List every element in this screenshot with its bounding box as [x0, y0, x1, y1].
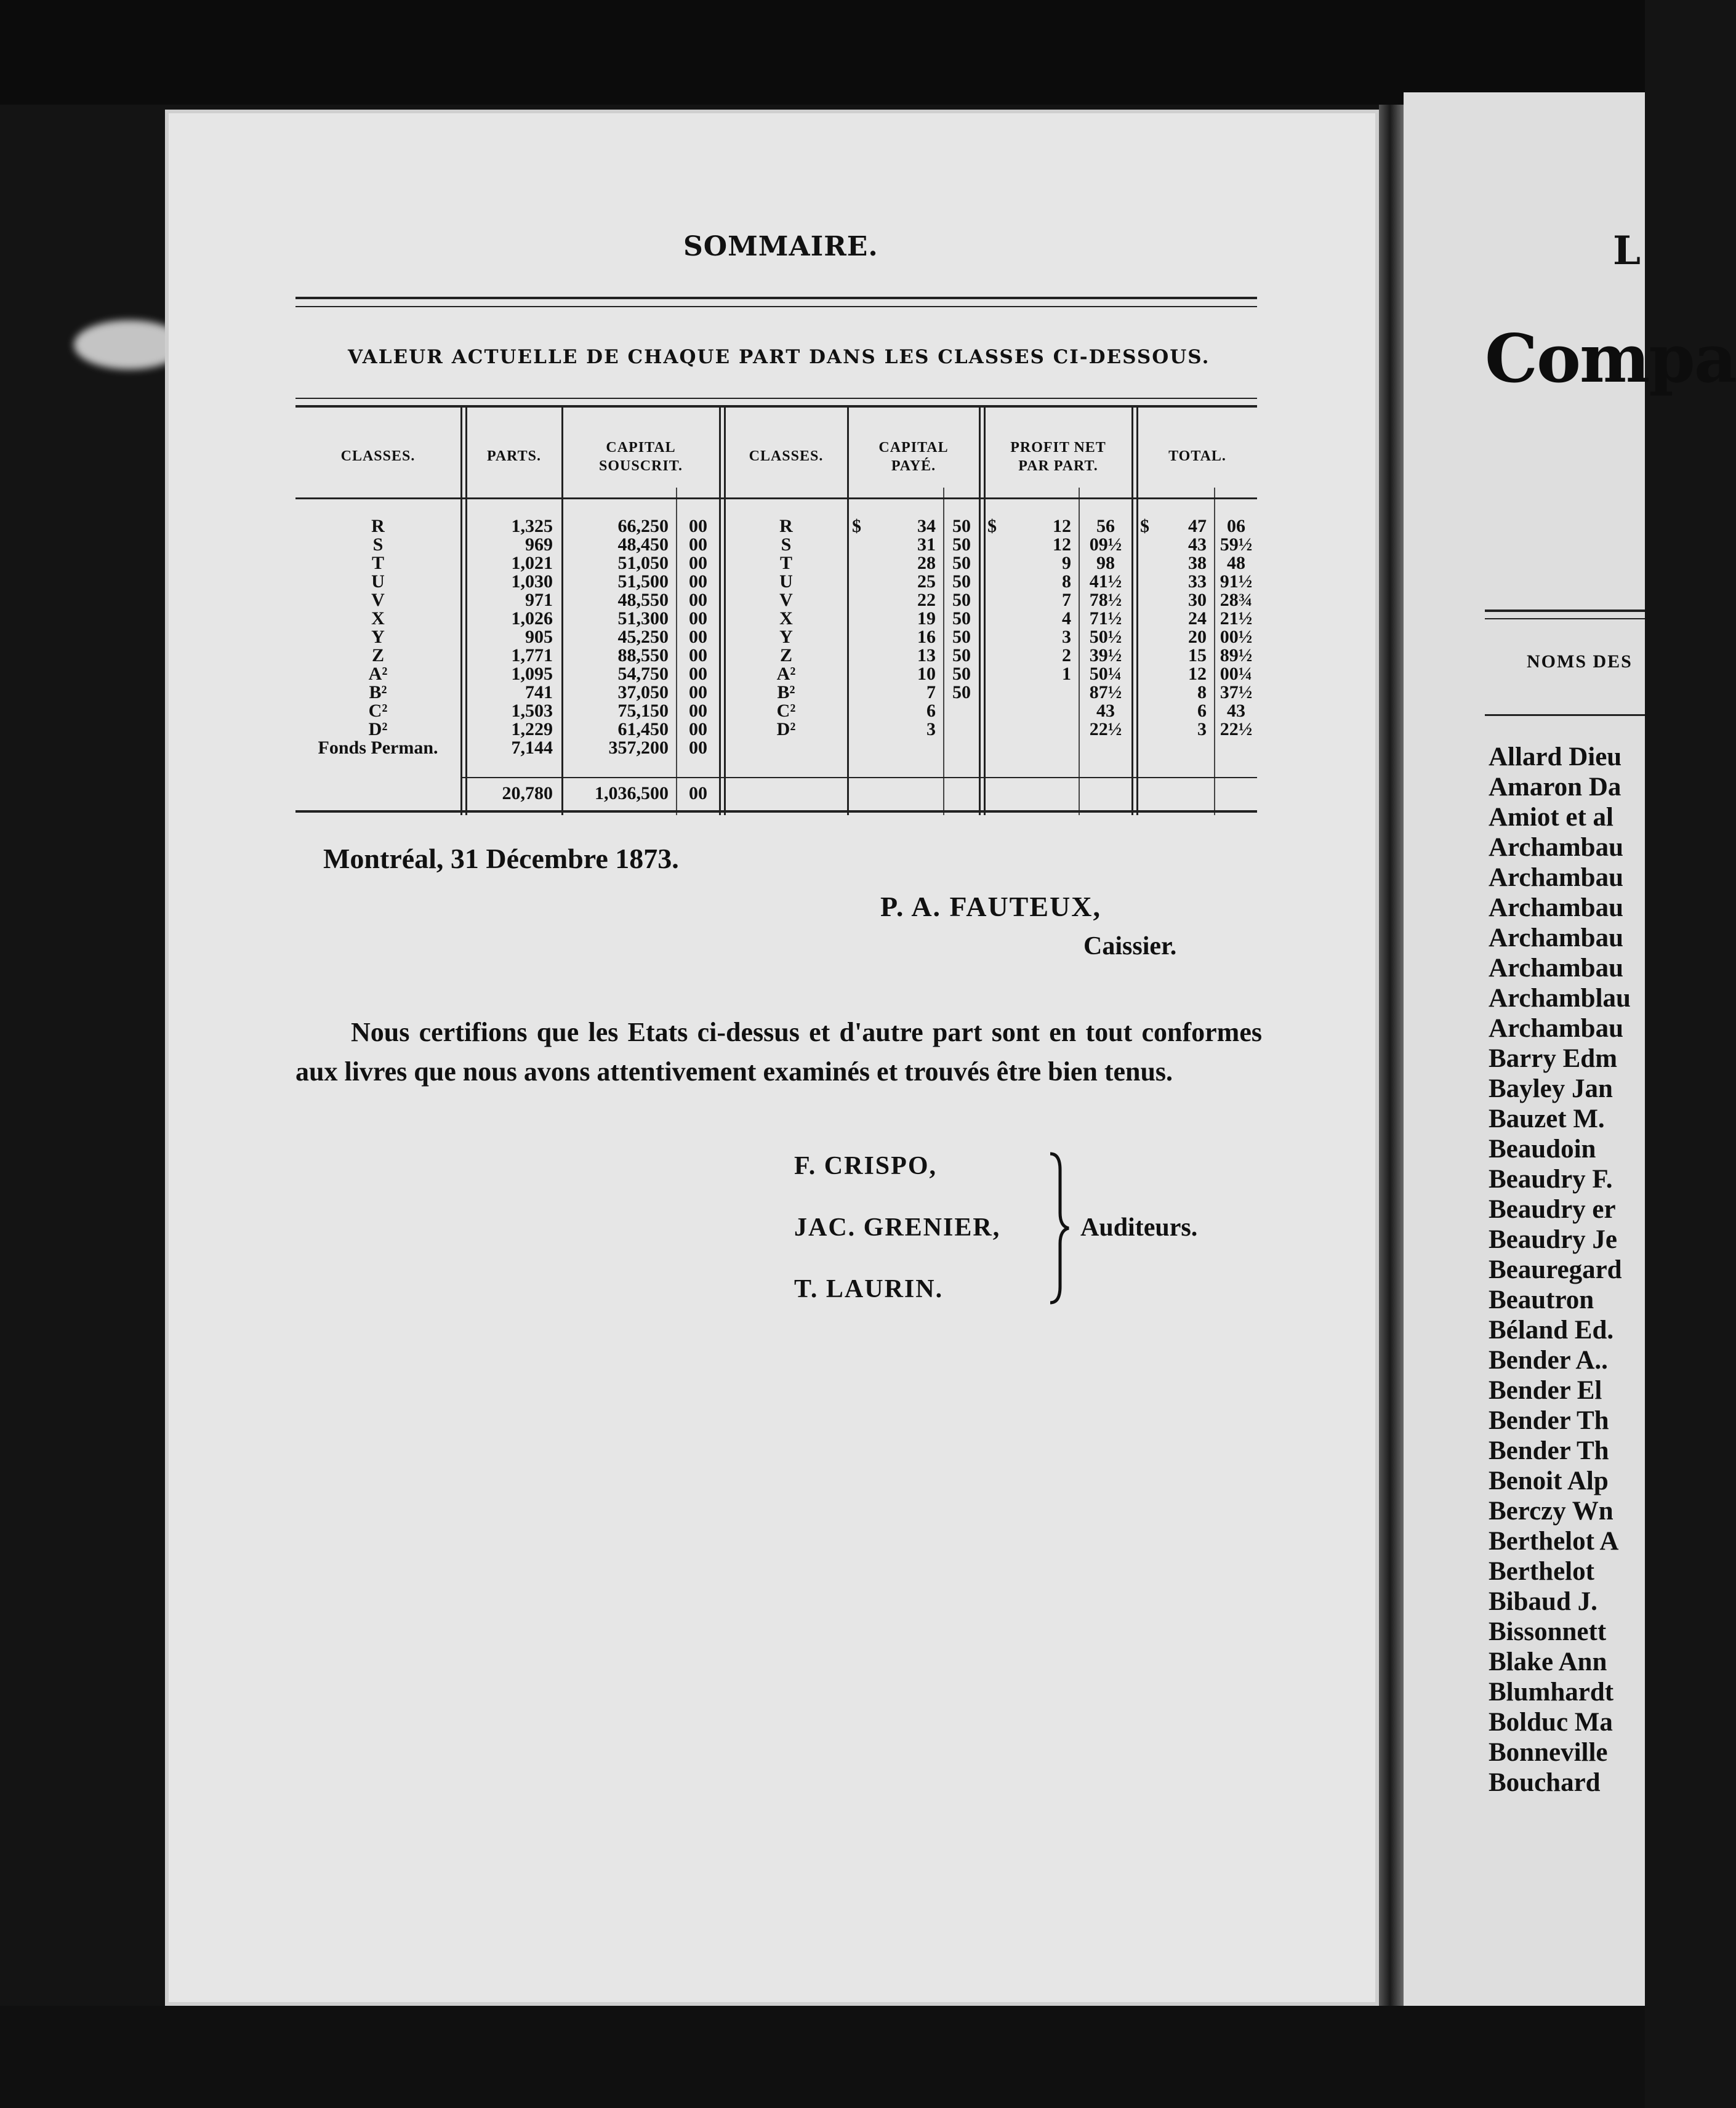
column-capital-souscrit — [563, 517, 669, 757]
table-cell: 357,200 — [608, 738, 669, 758]
table-cell: 1,503 — [511, 701, 553, 721]
table-cell: 00 — [689, 516, 707, 536]
table-cell: 1,021 — [511, 553, 553, 573]
table-cell: 87½ — [1089, 682, 1122, 702]
table-cell: 50 — [952, 608, 971, 629]
table-cell: 22½ — [1089, 719, 1122, 739]
table-cell: Bissonnett — [1489, 1617, 1607, 1646]
table-cell: 24 — [1188, 608, 1207, 629]
table-cell: 13 — [917, 645, 936, 666]
header-classes: CLASSES. — [340, 448, 416, 464]
table-cell: Bayley Jan — [1489, 1074, 1613, 1103]
auditor-name: JAC. GRENIER, — [794, 1213, 1001, 1242]
table-cell: 00 — [689, 534, 707, 555]
table-divider — [460, 408, 462, 815]
table-cell — [997, 702, 1071, 720]
table-cell: 00 — [689, 590, 707, 610]
table-cell: 15 — [1188, 645, 1207, 666]
table-cell — [997, 683, 1071, 702]
column-total — [1145, 517, 1207, 739]
table-cell: 00¼ — [1220, 664, 1253, 684]
table-cell: 4 — [1062, 608, 1071, 629]
table-cell: 00 — [689, 701, 707, 721]
table-cell: Beauregard — [1489, 1255, 1622, 1284]
table-cell: 43 — [1188, 534, 1207, 555]
signer-title: Caissier. — [1083, 932, 1177, 960]
table-cell: S — [781, 534, 792, 555]
table-cell: Fonds Perman. — [318, 738, 438, 758]
table-cell: U — [779, 571, 793, 592]
table-cell: Archambau — [1489, 954, 1624, 983]
certification-text: Nous certifions que les Etats ci-dessus et d'autre part sont en tout conformes aux livres que nous avons attentivement examinés et trouvés être bien tenus. — [295, 1017, 1262, 1087]
table-cell: B² — [369, 682, 387, 702]
table-cell: 50 — [952, 590, 971, 610]
table-cell: 33 — [1188, 571, 1207, 592]
summary-table — [295, 408, 1257, 815]
table-cell: 22½ — [1220, 719, 1253, 739]
table-cell: 12 — [1053, 516, 1071, 536]
table-cell: 51,300 — [617, 608, 669, 629]
table-cell: 20 — [1188, 627, 1207, 647]
table-cell: 10 — [917, 664, 936, 684]
table-cell: 50 — [952, 664, 971, 684]
right-page-column-header: NOMS DES — [1527, 651, 1633, 672]
table-cell: C² — [368, 701, 388, 721]
table-cell: 66,250 — [617, 516, 669, 536]
page-gutter — [1379, 105, 1404, 2013]
table-cell: 1,771 — [511, 645, 553, 666]
place-date: Montréal, 31 Décembre 1873. — [323, 843, 679, 874]
table-cell: 00 — [689, 738, 707, 758]
table-cell: 91½ — [1220, 571, 1253, 592]
rule — [1485, 609, 1645, 612]
table-cell: X — [371, 608, 385, 629]
table-cell — [997, 720, 1071, 739]
table-cell: 39½ — [1089, 645, 1122, 666]
header-total: TOTAL. — [1168, 448, 1226, 464]
table-cell: 19 — [917, 608, 936, 629]
table-cell: 75,150 — [617, 701, 669, 721]
page-title: SOMMAIRE. — [683, 231, 878, 262]
table-cell: Y — [779, 627, 793, 647]
table-cell: T — [779, 553, 792, 573]
table-cell: 00 — [689, 682, 707, 702]
column-total-cents — [1215, 517, 1257, 739]
table-cell: R — [371, 516, 385, 536]
table-cell: Bender A.. — [1489, 1346, 1608, 1375]
table-cell: 88,550 — [617, 645, 669, 666]
table-cell: Barry Edm — [1489, 1044, 1618, 1073]
auditor-name: T. LAURIN. — [794, 1275, 944, 1303]
table-cell: 50 — [952, 645, 971, 666]
header-rule — [295, 497, 1257, 499]
rule — [295, 306, 1257, 307]
table-cell: 12 — [1188, 664, 1207, 684]
table-cell — [944, 702, 979, 720]
table-cell: 37½ — [1220, 682, 1253, 702]
table-cell: 1,030 — [511, 571, 553, 592]
column-parts — [467, 517, 553, 757]
table-cell: Archambau — [1489, 893, 1624, 922]
table-cell: 28 — [917, 553, 936, 573]
table-cell: 6 — [1197, 701, 1207, 721]
table-cell: 06 — [1227, 516, 1245, 536]
total-cents: 00 — [689, 783, 707, 803]
table-cell: 00½ — [1220, 627, 1253, 647]
dollar-sign: $ — [987, 516, 997, 536]
table-cell: 28¾ — [1220, 590, 1253, 610]
table-cell: 50 — [952, 516, 971, 536]
table-cell: Bauzet M. — [1489, 1104, 1605, 1133]
table-cell: 00 — [689, 608, 707, 629]
table-cell: 71½ — [1089, 608, 1122, 629]
table-cell: 22 — [917, 590, 936, 610]
right-page-header-letter: L — [1613, 228, 1641, 274]
table-cell: 50 — [952, 534, 971, 555]
table-cell: Bender Th — [1489, 1436, 1609, 1465]
total-capital-souscrit: 1,036,500 — [595, 783, 669, 803]
table-cell: 48,550 — [617, 590, 669, 610]
table-cell: Amiot et al — [1489, 803, 1613, 832]
table-cell: 50 — [952, 553, 971, 573]
table-title: VALEUR ACTUELLE DE CHAQUE PART DANS LES CLASSES CI-DESSOUS. — [348, 346, 1210, 368]
table-cell: Blumhardt — [1489, 1678, 1614, 1707]
table-cell: D² — [368, 719, 388, 739]
table-divider — [979, 408, 981, 815]
table-cell: 34 — [917, 516, 936, 536]
table-cell: Benoit Alp — [1489, 1466, 1609, 1495]
column-profit — [997, 517, 1071, 739]
table-cell: 56 — [1096, 516, 1115, 536]
table-cell: 2 — [1062, 645, 1071, 666]
table-cell: 741 — [525, 682, 553, 702]
table-divider — [1131, 408, 1133, 815]
table-cell: 09½ — [1089, 534, 1122, 555]
column-capital-paye-cents — [944, 517, 979, 739]
dollar-sign: $ — [852, 516, 861, 536]
table-cell: 1,229 — [511, 719, 553, 739]
table-cell: Blake Ann — [1489, 1647, 1607, 1676]
table-cell: 6 — [926, 701, 936, 721]
table-cell: Archambau — [1489, 1014, 1624, 1043]
table-cell: Beaudry F. — [1489, 1165, 1613, 1194]
table-cell: Archamblau — [1489, 984, 1631, 1013]
table-divider — [719, 408, 721, 815]
table-cell: Beautron — [1489, 1285, 1594, 1314]
table-cell: 1,026 — [511, 608, 553, 629]
table-cell: Bonneville — [1489, 1738, 1608, 1767]
column-classes-2 — [725, 517, 847, 739]
table-cell: Beaudoin — [1489, 1135, 1596, 1164]
table-cell: 50½ — [1089, 627, 1122, 647]
table-cell: 37,050 — [617, 682, 669, 702]
auditor-name: F. CRISPO, — [794, 1152, 937, 1180]
table-cell: Archambau — [1489, 863, 1624, 892]
table-cell: 48 — [1227, 553, 1245, 573]
column-profit-cents — [1080, 517, 1131, 739]
table-cell: Berthelot A — [1489, 1527, 1619, 1556]
header-profit: PROFIT NET PAR PART. — [1010, 440, 1106, 474]
rule — [1485, 714, 1645, 716]
table-cell: 47 — [1188, 516, 1207, 536]
table-cell: 31 — [917, 534, 936, 555]
bottom-rule — [295, 810, 1257, 813]
header-capital-souscrit: CAPITAL SOUSCRIT. — [599, 440, 683, 474]
table-cell: 00 — [689, 627, 707, 647]
table-cell: 00 — [689, 553, 707, 573]
table-cell: 25 — [917, 571, 936, 592]
table-cell: U — [371, 571, 385, 592]
table-cell: S — [372, 534, 384, 555]
table-cell: 971 — [525, 590, 553, 610]
table-cell: D² — [776, 719, 796, 739]
table-cell: Beaudry er — [1489, 1195, 1616, 1224]
table-cell: 8 — [1062, 571, 1071, 592]
header-parts: PARTS. — [486, 448, 542, 464]
table-cell: Béland Ed. — [1489, 1316, 1614, 1345]
table-cell: 59½ — [1220, 534, 1253, 555]
table-cell: 16 — [917, 627, 936, 647]
header-classes-2: CLASSES. — [749, 448, 824, 464]
header-capital-paye: CAPITAL PAYÉ. — [878, 440, 949, 474]
table-cell: 9 — [1062, 553, 1071, 573]
scan-background-bottom — [0, 2006, 1645, 2108]
right-page-heading: Compa — [1485, 320, 1736, 398]
table-cell: X — [779, 608, 793, 629]
total-rule — [460, 777, 1257, 778]
column-classes — [295, 517, 460, 757]
table-cell: 7,144 — [511, 738, 553, 758]
table-cell: 12 — [1053, 534, 1071, 555]
table-cell: A² — [368, 664, 388, 684]
table-cell: Z — [371, 645, 384, 666]
table-cell: Bolduc Ma — [1489, 1708, 1613, 1737]
table-cell: 45,250 — [617, 627, 669, 647]
table-cell: Archambau — [1489, 833, 1624, 862]
total-parts: 20,780 — [502, 783, 553, 803]
rule — [1485, 618, 1645, 619]
table-cell: Archambau — [1489, 923, 1624, 952]
table-cell: 969 — [525, 534, 553, 555]
table-cell: 54,750 — [617, 664, 669, 684]
table-cell: T — [371, 553, 384, 573]
table-cell: Bouchard — [1489, 1768, 1601, 1797]
table-cell: 50 — [952, 682, 971, 702]
rule — [295, 398, 1257, 399]
table-cell: 1,095 — [511, 664, 553, 684]
table-cell: 43 — [1096, 701, 1115, 721]
table-cell: 7 — [926, 682, 936, 702]
table-cell: 00 — [689, 645, 707, 666]
table-cell: 8 — [1197, 682, 1207, 702]
table-cell: 61,450 — [617, 719, 669, 739]
table-cell: Amaron Da — [1489, 773, 1621, 802]
table-cell: Y — [371, 627, 385, 647]
table-cell: 3 — [926, 719, 936, 739]
dollar-sign: $ — [1140, 516, 1149, 536]
table-cell: 50 — [952, 571, 971, 592]
table-divider — [1136, 408, 1138, 815]
table-cell: 7 — [1062, 590, 1071, 610]
table-cell: 3 — [1197, 719, 1207, 739]
signer-name: P. A. FAUTEUX, — [880, 891, 1101, 922]
table-cell: 50 — [952, 627, 971, 647]
table-cell: 89½ — [1220, 645, 1253, 666]
table-cell: 1,325 — [511, 516, 553, 536]
table-cell: 51,050 — [617, 553, 669, 573]
brace-icon — [1047, 1151, 1071, 1305]
table-cell: 50¼ — [1089, 664, 1122, 684]
table-cell: C² — [776, 701, 796, 721]
auditors-label: Auditeurs. — [1080, 1213, 1198, 1242]
table-cell: R — [779, 516, 793, 536]
right-page-names-list — [1489, 742, 1631, 1798]
table-cell: V — [371, 590, 385, 610]
table-cell: Berczy Wn — [1489, 1497, 1613, 1526]
table-cell: 00 — [689, 719, 707, 739]
table-cell: 98 — [1096, 553, 1115, 573]
table-cell: Bender El — [1489, 1376, 1602, 1405]
table-cell: 51,500 — [617, 571, 669, 592]
table-cell: 41½ — [1089, 571, 1122, 592]
table-cell: Bender Th — [1489, 1406, 1609, 1435]
table-cell: 00 — [689, 571, 707, 592]
scan-background-top — [0, 0, 1645, 105]
column-capital-paye — [862, 517, 936, 739]
table-cell: A² — [776, 664, 796, 684]
table-cell: 48,450 — [617, 534, 669, 555]
table-cell — [944, 720, 979, 739]
table-cell: Berthelot — [1489, 1557, 1594, 1586]
table-cell: Bibaud J. — [1489, 1587, 1597, 1616]
column-capital-souscrit-cents — [677, 517, 719, 757]
table-cell: 21½ — [1220, 608, 1253, 629]
table-cell: 00 — [689, 664, 707, 684]
table-cell: 78½ — [1089, 590, 1122, 610]
table-cell: Z — [779, 645, 792, 666]
table-cell: Allard Dieu — [1489, 742, 1622, 771]
table-cell: 905 — [525, 627, 553, 647]
rule — [295, 297, 1257, 299]
table-cell: 30 — [1188, 590, 1207, 610]
table-cell: B² — [777, 682, 795, 702]
table-cell: 3 — [1062, 627, 1071, 647]
table-cell: V — [779, 590, 793, 610]
table-cell: 43 — [1227, 701, 1245, 721]
table-cell: 1 — [1062, 664, 1071, 684]
table-cell: Beaudry Je — [1489, 1225, 1618, 1254]
table-cell: 38 — [1188, 553, 1207, 573]
